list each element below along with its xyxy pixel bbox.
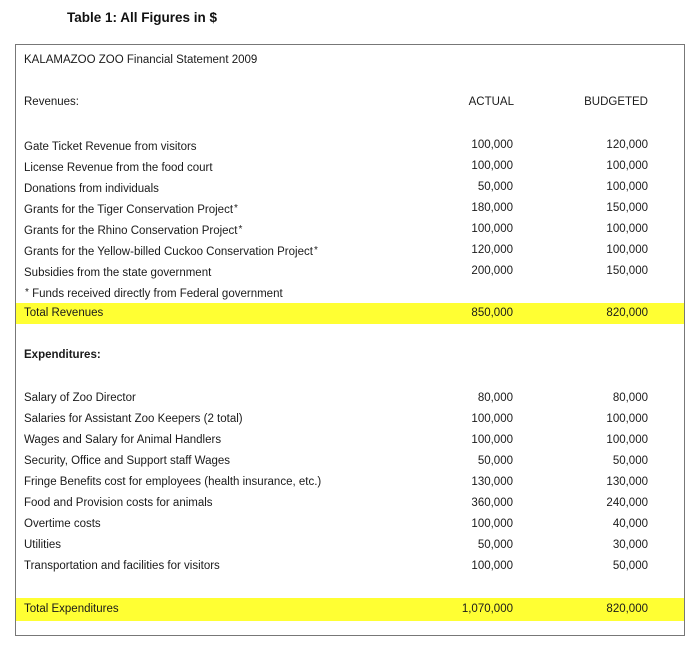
revenue-label: Subsidies from the state government bbox=[24, 267, 212, 279]
revenue-actual: 100,000 bbox=[471, 139, 513, 151]
expenditure-row bbox=[16, 535, 684, 556]
expenditure-label: Salaries for Assistant Zoo Keepers (2 total) bbox=[24, 413, 243, 425]
expenditure-row bbox=[16, 514, 684, 535]
expenditure-label: Transportation and facilities for visitors bbox=[24, 560, 220, 572]
expenditure-budgeted: 100,000 bbox=[606, 434, 648, 446]
revenue-budgeted: 120,000 bbox=[606, 139, 648, 151]
expenditures-header-row bbox=[16, 345, 684, 366]
table-caption: Table 1: All Figures in $ bbox=[67, 10, 218, 25]
expenditure-budgeted: 50,000 bbox=[612, 560, 648, 572]
revenue-actual: 50,000 bbox=[477, 181, 513, 193]
expenditure-budgeted: 40,000 bbox=[612, 518, 648, 530]
total-expenditures-actual: 1,070,000 bbox=[461, 603, 513, 615]
expenditure-actual: 80,000 bbox=[477, 392, 513, 404]
revenue-actual: 120,000 bbox=[471, 244, 513, 256]
statement-title-row bbox=[16, 50, 684, 71]
actual-column-header: ACTUAL bbox=[468, 96, 514, 108]
revenue-row bbox=[16, 219, 684, 240]
revenue-actual: 200,000 bbox=[471, 265, 513, 277]
statement-title: KALAMAZOO ZOO Financial Statement 2009 bbox=[24, 54, 258, 66]
expenditure-budgeted: 240,000 bbox=[606, 497, 648, 509]
revenue-row bbox=[16, 135, 684, 156]
total-revenues-label: Total Revenues bbox=[24, 307, 104, 319]
expenditure-actual: 50,000 bbox=[477, 455, 513, 467]
revenue-budgeted: 150,000 bbox=[606, 202, 648, 214]
expenditure-label: Wages and Salary for Animal Handlers bbox=[24, 434, 222, 446]
expenditure-row bbox=[16, 556, 684, 577]
expenditure-actual: 130,000 bbox=[471, 476, 513, 488]
revenue-row bbox=[16, 261, 684, 282]
revenue-label: Gate Ticket Revenue from visitors bbox=[24, 141, 197, 153]
revenue-budgeted: 100,000 bbox=[606, 244, 648, 256]
revenue-label: Grants for the Yellow-billed Cuckoo Conservation Project* bbox=[24, 245, 318, 258]
expenditure-budgeted: 50,000 bbox=[612, 455, 648, 467]
expenditure-actual: 100,000 bbox=[471, 560, 513, 572]
revenue-row bbox=[16, 177, 684, 198]
revenue-actual: 100,000 bbox=[471, 160, 513, 172]
revenue-budgeted: 150,000 bbox=[606, 265, 648, 277]
expenditure-actual: 100,000 bbox=[471, 434, 513, 446]
revenue-budgeted: 100,000 bbox=[606, 223, 648, 235]
expenditure-row bbox=[16, 472, 684, 493]
expenditure-actual: 100,000 bbox=[471, 518, 513, 530]
revenue-row bbox=[16, 156, 684, 177]
footnote: * Funds received directly from Federal government bbox=[25, 287, 283, 300]
revenue-label: Grants for the Rhino Conservation Project* bbox=[24, 224, 243, 237]
revenue-budgeted: 100,000 bbox=[606, 160, 648, 172]
footnote-row bbox=[16, 282, 684, 303]
budgeted-column-header: BUDGETED bbox=[584, 96, 648, 108]
expenditure-budgeted: 100,000 bbox=[606, 413, 648, 425]
revenue-row bbox=[16, 240, 684, 261]
expenditure-actual: 100,000 bbox=[471, 413, 513, 425]
revenue-actual: 100,000 bbox=[471, 223, 513, 235]
revenues-header: Revenues: bbox=[24, 96, 79, 108]
expenditure-actual: 360,000 bbox=[471, 497, 513, 509]
total-expenditures-budgeted: 820,000 bbox=[606, 603, 648, 615]
revenue-row bbox=[16, 198, 684, 219]
expenditure-row bbox=[16, 409, 684, 430]
expenditure-label: Salary of Zoo Director bbox=[24, 392, 136, 404]
total-expenditures-row bbox=[16, 598, 684, 621]
expenditure-budgeted: 130,000 bbox=[606, 476, 648, 488]
total-expenditures-label: Total Expenditures bbox=[24, 603, 119, 615]
expenditure-row bbox=[16, 451, 684, 472]
revenue-budgeted: 100,000 bbox=[606, 181, 648, 193]
expenditure-budgeted: 30,000 bbox=[612, 539, 648, 551]
expenditure-label: Fringe Benefits cost for employees (health insurance, etc.) bbox=[24, 476, 322, 488]
expenditure-label: Security, Office and Support staff Wages bbox=[24, 455, 231, 467]
expenditure-label: Utilities bbox=[24, 539, 62, 551]
total-revenues-row bbox=[16, 303, 684, 324]
expenditure-label: Food and Provision costs for animals bbox=[24, 497, 213, 509]
revenue-label: Grants for the Tiger Conservation Project* bbox=[24, 203, 238, 216]
expenditure-label: Overtime costs bbox=[24, 518, 101, 530]
total-revenues-actual: 850,000 bbox=[471, 307, 513, 319]
expenditure-row bbox=[16, 430, 684, 451]
revenues-header-row bbox=[16, 92, 684, 113]
expenditure-budgeted: 80,000 bbox=[612, 392, 648, 404]
expenditure-actual: 50,000 bbox=[477, 539, 513, 551]
financial-statement-table bbox=[15, 44, 685, 636]
expenditures-header: Expenditures: bbox=[24, 349, 101, 361]
expenditure-row bbox=[16, 388, 684, 409]
revenue-actual: 180,000 bbox=[471, 202, 513, 214]
expenditure-row bbox=[16, 493, 684, 514]
revenue-label: Donations from individuals bbox=[24, 183, 159, 195]
revenue-label: License Revenue from the food court bbox=[24, 162, 213, 174]
total-revenues-budgeted: 820,000 bbox=[606, 307, 648, 319]
